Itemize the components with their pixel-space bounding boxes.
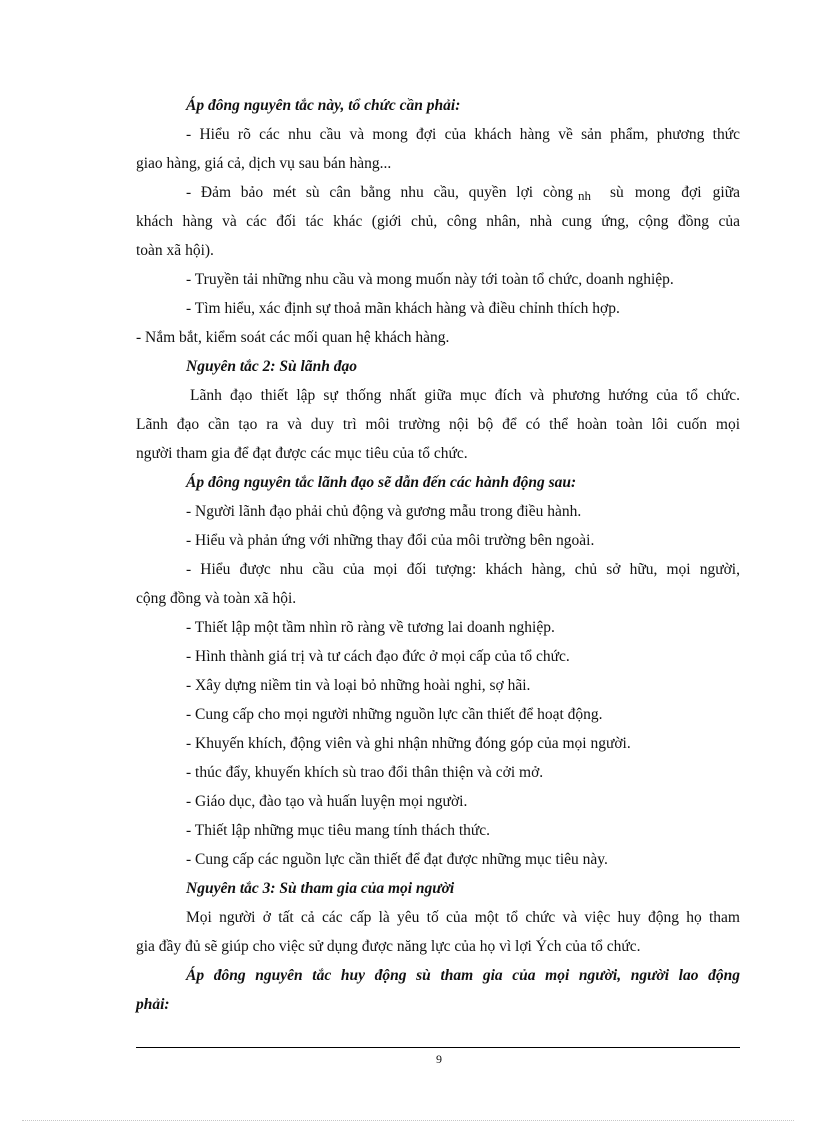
paragraph-line: người tham gia để đạt được các mục tiêu của tổ chức. xyxy=(136,445,468,462)
paragraph-line: khách hàng và các đối tác khác (giới chủ, công nhân, nhà cung ứng, cộng đồng của xyxy=(136,213,740,230)
paragraph-line: - Thiết lập một tầm nhìn rõ ràng về tương lai doanh nghiệp. xyxy=(186,619,555,636)
paragraph-line: giao hàng, giá cả, dịch vụ sau bán hàng... xyxy=(136,155,392,172)
paragraph-line: - Truyền tải những nhu cầu và mong muốn này tới toàn tổ chức, doanh nghiệp. xyxy=(186,271,674,288)
paragraph-line: gia đầy đủ sẽ giúp cho việc sử dụng được năng lực của họ vì lợi Ých của tổ chức. xyxy=(136,938,641,955)
paragraph-line: sù mong đợi giữa xyxy=(610,184,740,201)
paragraph-line: cộng đồng và toàn xã hội. xyxy=(136,590,297,607)
paragraph-line: - Xây dựng niềm tin và loại bỏ những hoài nghi, sợ hãi. xyxy=(186,677,531,694)
paragraph-line: Mọi người ở tất cả các cấp là yêu tố của một tổ chức và việc huy động họ tham xyxy=(186,909,740,926)
paragraph-line: - Đảm bảo mét sù cân bằng nhu cầu, quyền lợi còng xyxy=(186,184,573,201)
paragraph-line: - Nắm bắt, kiểm soát các mối quan hệ khách hàng. xyxy=(136,329,450,346)
paragraph-line: - Cung cấp các nguồn lực cần thiết để đạt được những mục tiêu này. xyxy=(186,851,608,868)
paragraph-line: - Giáo dục, đào tạo và huấn luyện mọi người. xyxy=(186,793,468,810)
section-heading: Áp đông nguyên tắc huy động sù tham gia của mọi người, người lao động xyxy=(186,967,740,984)
paragraph-line: - Cung cấp cho mọi người những nguồn lực cần thiết để hoạt động. xyxy=(186,706,603,723)
section-heading: Nguyên tắc 3: Sù tham gia của mọi người xyxy=(186,880,455,897)
footer-rule xyxy=(136,1047,740,1048)
paragraph-line: - Người lãnh đạo phải chủ động và gương mẫu trong điều hành. xyxy=(186,503,582,520)
paragraph-line: - Hiểu và phản ứng với những thay đổi của môi trường bên ngoài. xyxy=(186,532,595,549)
paragraph-line: toàn xã hội). xyxy=(136,242,214,259)
paragraph-line: Lãnh đạo thiết lập sự thống nhất giữa mục đích và phương hướng của tổ chức. xyxy=(190,387,740,404)
paragraph-line: Lãnh đạo cần tạo ra và duy trì môi trường nội bộ để có thể hoàn toàn lôi cuốn mọi xyxy=(136,416,740,433)
paragraph-line: - thúc đẩy, khuyến khích sù trao đổi thân thiện và cởi mở. xyxy=(186,764,544,781)
paragraph-line: - Thiết lập những mục tiêu mang tính thách thức. xyxy=(186,822,491,839)
section-heading: Áp đông nguyên tắc lãnh đạo sẽ dẫn đến các hành động sau: xyxy=(186,474,577,491)
page-number: 9 xyxy=(436,1052,442,1066)
paragraph-line: - Hình thành giá trị và tư cách đạo đức ở mọi cấp của tổ chức. xyxy=(186,648,570,665)
stray-text-fragment: nh xyxy=(578,188,591,203)
page-bottom-border xyxy=(22,1120,794,1121)
paragraph-line: - Hiểu được nhu cầu của mọi đối tượng: khách hàng, chủ sở hữu, mọi người, xyxy=(186,561,740,578)
paragraph-line: - Tìm hiểu, xác định sự thoả mãn khách hàng và điều chỉnh thích hợp. xyxy=(186,300,620,317)
paragraph-line: - Hiểu rõ các nhu cầu và mong đợi của khách hàng về sản phẩm, phương thức xyxy=(186,126,740,143)
section-heading: Nguyên tắc 2: Sù lãnh đạo xyxy=(186,358,357,375)
paragraph-line: - Khuyến khích, động viên và ghi nhận những đóng góp của mọi người. xyxy=(186,735,631,752)
section-heading: phải: xyxy=(136,996,170,1013)
section-heading: Áp đông nguyên tắc này, tổ chức cần phải: xyxy=(186,97,461,114)
